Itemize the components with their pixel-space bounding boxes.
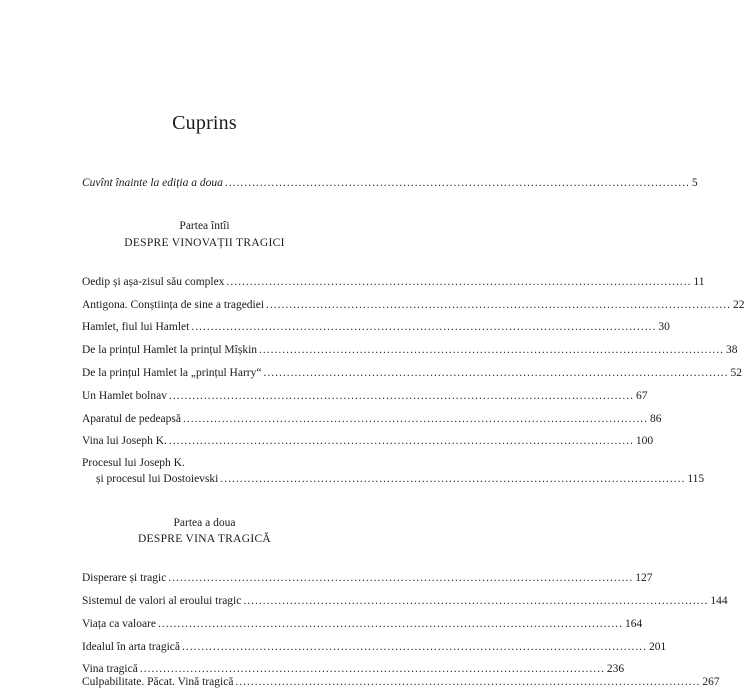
leader-dots [183, 411, 648, 427]
toc-entry[interactable] [82, 593, 728, 609]
toc-entry-page: 11 [693, 276, 705, 288]
toc-entry[interactable] [82, 274, 705, 290]
toc-entry[interactable] [82, 616, 643, 632]
leader-dots [182, 639, 647, 655]
toc-entry-title: Vina tragică [82, 663, 138, 675]
toc-entry-title: De la prințul Hamlet la „prințul Harry“ [82, 367, 262, 379]
toc-entry-page: 22 [733, 299, 745, 311]
toc-entry-title-line1: Procesul lui Joseph K. [82, 457, 185, 469]
toc-entry[interactable] [82, 342, 738, 358]
toc-entry-title: Aparatul de pedeapsă [82, 413, 181, 425]
leader-dots [235, 674, 700, 690]
toc-entry-page: 201 [649, 641, 667, 653]
toc-entry-page: 115 [687, 473, 705, 485]
toc-entry-title: Antigona. Conștiința de sine a tragediei [82, 299, 265, 311]
leader-dots [169, 388, 634, 404]
leader-dots: ........................................................................................................................ [220, 473, 686, 485]
toc-entry-page: 86 [649, 413, 662, 425]
leader-dots [169, 433, 634, 449]
toc-entry-page: 5 [691, 177, 698, 189]
toc-entry-page: 30 [658, 321, 670, 333]
toc-entry[interactable] [82, 365, 742, 381]
toc-entry-title: Idealul în arta tragică [82, 641, 181, 653]
toc-entry-title: Culpabilitate. Păcat. Vină tragică [82, 676, 234, 688]
toc-entry-title-line2: și procesul lui Dostoievski [96, 473, 219, 485]
part1-heading: DESPRE VINOVAȚII TRAGICI [124, 237, 285, 249]
toc-entry-page: 236 [606, 663, 625, 675]
leader-dots [158, 616, 623, 632]
toc-entry-page: 127 [635, 572, 653, 584]
toc-entry[interactable] [82, 674, 720, 690]
toc-entry-page: 144 [710, 595, 728, 607]
toc-entry[interactable] [82, 570, 653, 586]
toc-entry[interactable] [82, 388, 648, 404]
toc-entry-page: 38 [726, 344, 738, 356]
leader-dots [259, 342, 724, 358]
toc-entry-title: Hamlet, fiul lui Hamlet [82, 321, 190, 333]
toc-entry[interactable] [82, 455, 705, 487]
toc-entry-page: 100 [635, 435, 654, 447]
toc-entry-title: Un Hamlet bolnav [82, 390, 167, 402]
toc-entry[interactable] [82, 411, 662, 427]
toc-entry-page: 67 [635, 390, 648, 402]
part2-label: Partea a doua [173, 517, 236, 529]
toc-entry-title: Viața ca valoare [82, 618, 157, 630]
toc-entry[interactable] [82, 297, 745, 313]
toc-entry-title: Cuvînt înainte la ediția a doua [82, 177, 223, 189]
leader-dots [191, 319, 656, 335]
page-title: Cuprins [172, 112, 237, 134]
toc-entry-page: 267 [702, 676, 720, 688]
part2-heading: DESPRE VINA TRAGICĂ [137, 533, 272, 545]
toc-entry-page: 164 [625, 618, 643, 630]
leader-dots [225, 175, 690, 191]
toc-entry[interactable] [82, 319, 670, 335]
toc-entry-title: Sistemul de valori al eroului tragic [82, 595, 242, 607]
leader-dots [168, 570, 633, 586]
toc-entry-page: 52 [730, 367, 742, 379]
toc-entry[interactable] [82, 433, 654, 449]
leader-dots [263, 365, 728, 381]
toc-entry-title: De la prințul Hamlet la prințul Mîșkin [82, 344, 258, 356]
toc-entry-foreword[interactable] [82, 175, 698, 191]
toc-entry-title: Vina lui Joseph K. [82, 435, 167, 447]
leader-dots [266, 297, 731, 313]
toc-entry-title: Disperare și tragic [82, 572, 167, 584]
leader-dots [243, 593, 708, 609]
leader-dots [226, 274, 691, 290]
toc-entry[interactable] [82, 639, 667, 655]
toc-entry-title: Oedip și așa-zisul său complex [82, 276, 225, 288]
part1-label: Partea întîi [179, 220, 230, 232]
